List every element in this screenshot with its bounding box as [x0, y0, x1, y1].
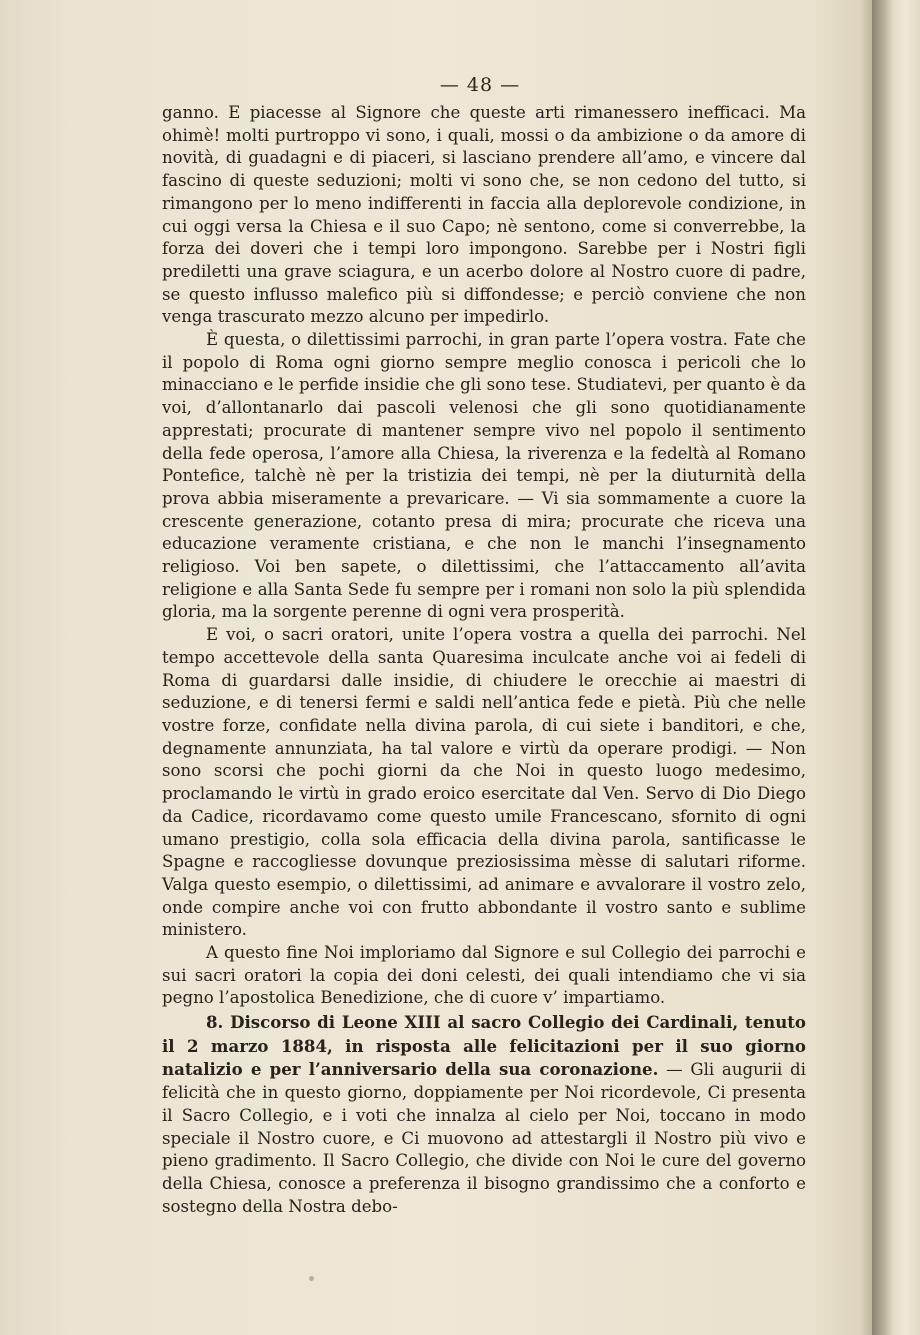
section-text: — Gli augurii di felicità che in questo giorno, doppiamente per Noi ricordevole, Ci presenta il Sacro Collegio, e i voti che innalza al cielo per Noi, toccano in modo speciale il Nostro cuore, e Ci muovono ad attestargli il Nostro più vivo e pieno gradimento. Il Sacro Collegio, che divide con Noi le cure del governo della Chiesa, conosce a preferenza il bisogno grandissimo che a conforto e sostegno della Nostra debo- [162, 1060, 806, 1216]
paragraph-3: E voi, o sacri oratori, unite l’opera vostra a quella dei parrochi. Nel tempo accettevole della santa Quaresima inculcate anche voi ai fedeli di Roma di guardarsi dalle insidie, di chiudere le orecchie ai maestri di seduzione, e di tenersi fermi e saldi nell’antica fede e pietà. Più che nelle vostre forze, confidate nella divina parola, di cui siete i banditori, e che, degnamente annunziata, ha tal valore e virtù da operare prodigi. — Non sono scorsi che pochi giorni da che Noi in questo luogo medesimo, proclamando le virtù in grado eroico esercitate dal Ven. Servo di Dio Diego da Cadice, ricordavamo come questo umile Francescano, sfornito di ogni umano prestigio, colla sola efficacia della divina parola, santificasse le Spagne e raccogliesse dovunque preziosissima mèsse di salutari riforme. Valga questo esempio, o dilettissimi, ad animare e avvalorare il vostro zelo, onde compire anche voi con frutto abbondante il vostro santo e sublime ministero. [162, 625, 806, 940]
next-page-edge [872, 0, 920, 1335]
page-number: — 48 — [439, 74, 521, 96]
paragraph-4: A questo fine Noi imploriamo dal Signore e sul Collegio dei parrochi e sui sacri oratori la copia dei doni celesti, dei quali intendiamo che vi sia pegno l’apostolica Benedizione, che di cuore v’ impartiamo. [162, 943, 806, 1008]
body-text [162, 102, 806, 1010]
paragraph-1: ganno. E piacesse al Signore che queste arti rimanessero inefficaci. Ma ohimè! molti purtroppo vi sono, i quali, mossi o da ambizione o da amore di novità, di guadagni e di piaceri, si lasciano prendere all’amo, e vincere dal fascino di queste seduzioni; molti vi sono che, se non cedono del tutto, si rimangono per lo meno indifferenti in faccia alla deplorevole condizione, in cui oggi versa la Chiesa e il suo Capo; nè sentono, come si converrebbe, la forza dei doveri che i tempi loro impongono. Sarebbe per i Nostri figli prediletti una grave sciagura, e un acerbo dolore al Nostro cuore di padre, se questo influsso malefico più si diffondesse; e perciò conviene che non venga trascurato mezzo alcuno per impedirlo. [162, 103, 806, 327]
paper-speck [309, 1276, 314, 1281]
paragraph-2: È questa, o dilettissimi parrochi, in gran parte l’opera vostra. Fate che il popolo di Roma ogni giorno sempre meglio conosca i pericoli che lo minacciano e le perfide insidie che gli sono tese. Studiatevi, per quanto è da voi, d’allontanarlo dai pascoli velenosi che gli sono quotidianamente apprestati; procurate di mantener sempre vivo nel popolo il sentimento della fede operosa, l’amore alla Chiesa, la riverenza e la fedeltà al Romano Pontefice, talchè nè per la tristizia dei tempi, nè per la diuturnità della prova abbia miseramente a prevaricare. — Vi sia sommamente a cuore la crescente generazione, cotanto presa di mira; procurate che riceva una educazione veramente cristiana, e che non le manchi l’insegnamento religioso. Voi ben sapete, o dilettissimi, che l’attaccamento all’avita religione e alla Santa Sede fu sempre per i romani non solo la più splendida gloria, ma la sorgente perenne di ogni vera prosperità. [162, 330, 806, 622]
section-8 [162, 1011, 806, 1218]
section-heading: 8. Discorso di Leone XIII al sacro Collegio dei Cardinali, tenuto il 2 marzo 1884, in risposta alle felicitazioni per il suo giorno natalizio e per l’anniversario della sua coronazione. [162, 1012, 806, 1080]
